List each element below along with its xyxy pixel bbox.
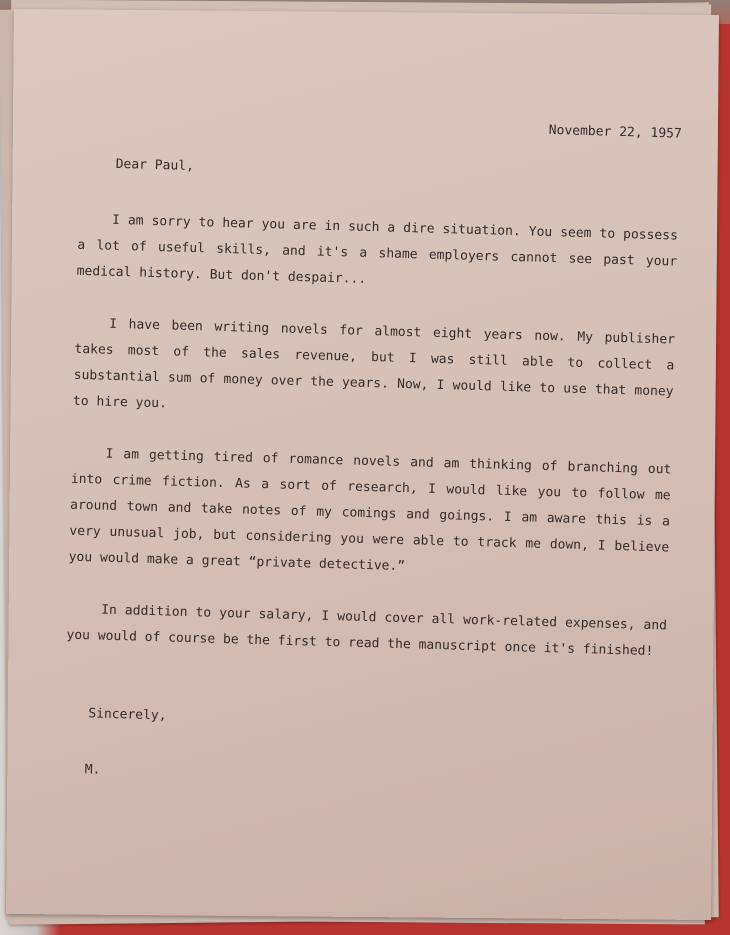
- letter-closing: Sincerely,: [88, 706, 167, 724]
- letter-paragraph-2: I have been writing novels for almost eight years now. My publisher takes most of the sales revenue, but I was still able to collect a substantial sum of money over the years. Now, I would like to use that money to hire you.: [72, 316, 676, 412]
- letter-salutation: Dear Paul,: [115, 156, 195, 175]
- typewritten-letter: [0, 9, 719, 933]
- letter-date: November 22, 1957: [548, 122, 682, 142]
- letter-paper: [6, 9, 719, 920]
- letter-paragraph-1: I am sorry to hear you are in such a dire situation. You seem to possess a lot of useful skills, and it's a shame employers cannot see past your medical history. But don't despair...: [76, 212, 679, 287]
- letter-paragraph-3: I am getting tired of romance novels and am thinking of branching out into crime fiction. As a sort of research, I would like you to follow me around town and take notes of my comings and goings. I am aware this is a very unusual job, but considering you were able to track me down, I believe you would make a great “private detective.”: [68, 446, 672, 575]
- letter-signature: M.: [84, 762, 101, 778]
- letter-paragraph-4: In addition to your salary, I would cover all work-related expenses, and you would of course be the first to read the manuscript once it's finished!: [66, 602, 668, 660]
